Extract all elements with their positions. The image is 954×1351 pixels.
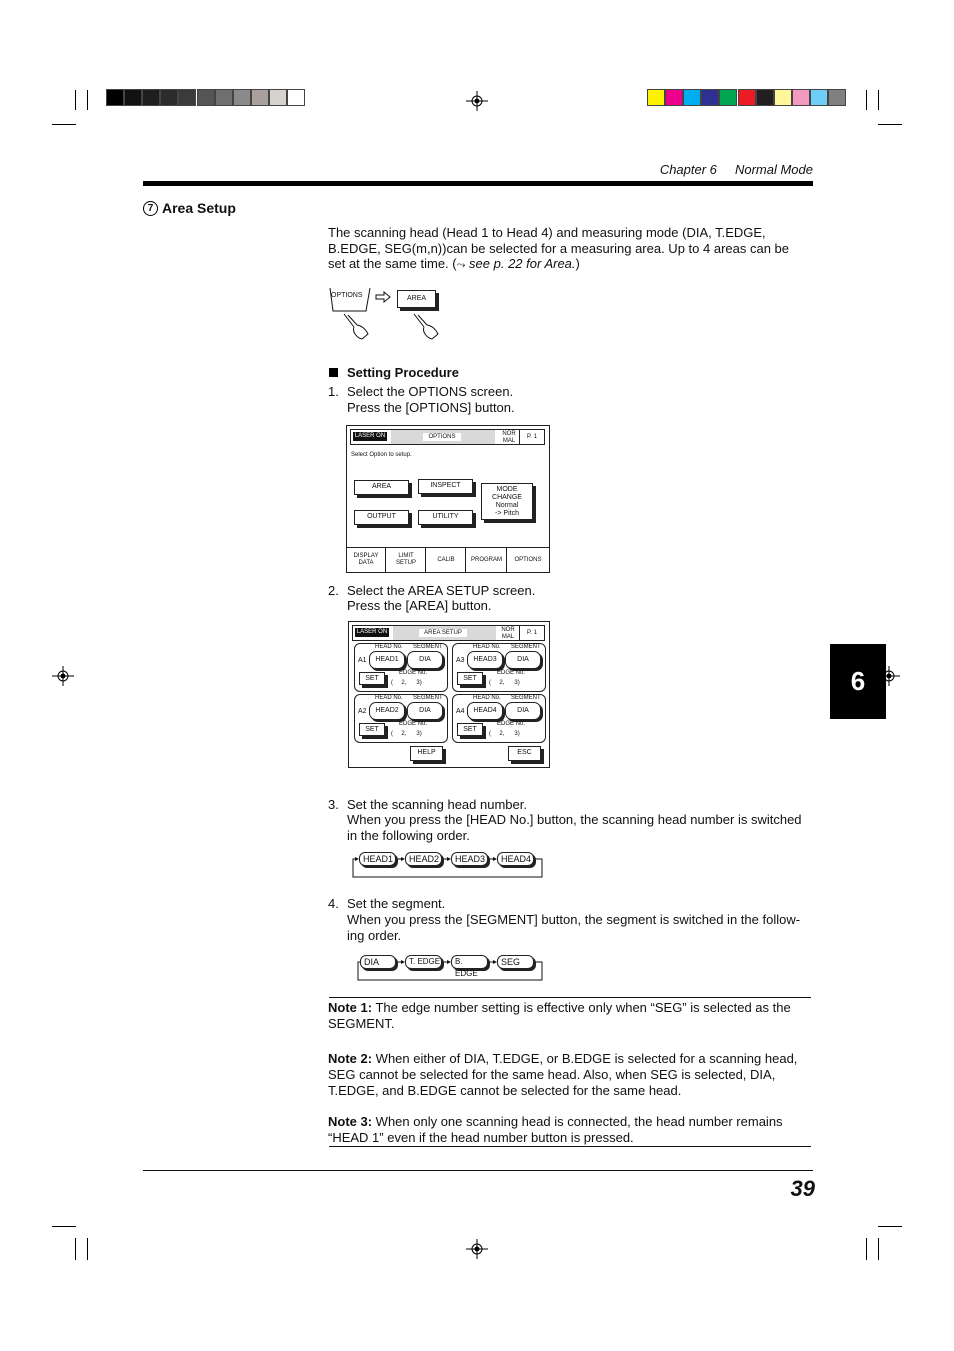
- chain-item-dia: DIA: [360, 955, 396, 969]
- procedure-heading: Setting Procedure: [329, 365, 459, 380]
- step-text: Press the [AREA] button.: [347, 598, 492, 613]
- normal-mode-label: NOR MAL: [501, 627, 515, 640]
- color-swatch: [774, 89, 792, 106]
- chapter-label: Chapter 6: [659, 162, 717, 177]
- area-id-label: A1: [358, 657, 367, 664]
- step-text: When you press the [SEGMENT] button, the segment is switched in the follow-: [347, 912, 801, 927]
- notes-bottom-rule: [329, 1146, 811, 1147]
- step-text: Press the [OPTIONS] button.: [347, 400, 515, 415]
- set-button[interactable]: SET: [457, 672, 483, 685]
- set-button[interactable]: SET: [359, 672, 385, 685]
- utility-button[interactable]: UTILITY: [418, 510, 473, 525]
- color-swatch: [197, 89, 215, 106]
- area-panel-a4: HEAD No. SEGMENT A4 HEAD4 DIA EDGE No. SET ( 2, 3): [452, 694, 546, 743]
- color-swatch: [233, 89, 251, 106]
- step-number: 2.: [328, 583, 339, 598]
- mode-label: Normal Mode: [734, 162, 813, 177]
- step-number: 1.: [328, 384, 339, 399]
- color-swatch: [810, 89, 828, 106]
- area-key-illustration: AREA: [397, 290, 436, 308]
- step-text: Set the segment.: [347, 896, 446, 911]
- head-no-button[interactable]: HEAD1: [369, 651, 405, 669]
- crosshair-icon: [466, 1239, 488, 1259]
- color-swatch: [683, 89, 701, 106]
- laser-on-indicator: LASER ON: [354, 433, 386, 439]
- section-title-text: Area Setup: [162, 200, 236, 216]
- color-swatch: [738, 89, 756, 106]
- esc-button[interactable]: ESC: [508, 746, 541, 761]
- color-swatch: [287, 89, 305, 106]
- step-text: Set the scanning head number.: [347, 797, 527, 812]
- chain-item-head4: HEAD4: [497, 852, 534, 866]
- footer-rule: [143, 1170, 813, 1171]
- tab-calib[interactable]: CALIB: [427, 548, 466, 572]
- step-text: in the following order.: [347, 828, 470, 843]
- note-1: Note 1: The edge number setting is effective only when “SEG” is selected as the SEGMENT.: [328, 1000, 791, 1031]
- segment-button[interactable]: DIA: [407, 651, 443, 669]
- area-id-label: A4: [456, 708, 465, 715]
- chain-item-seg: SEG: [497, 955, 534, 969]
- pointing-hand-icon: [340, 312, 370, 342]
- help-button[interactable]: HELP: [410, 746, 443, 761]
- color-swatch: [251, 89, 269, 106]
- segment-button[interactable]: DIA: [505, 651, 541, 669]
- area-title-bar: [352, 625, 545, 641]
- prompt-text: Select Option to setup.: [351, 452, 412, 458]
- chain-item-head3: HEAD3: [451, 852, 488, 866]
- screen-title: OPTIONS: [423, 433, 461, 441]
- color-swatch: [719, 89, 737, 106]
- color-swatch: [124, 89, 142, 106]
- step-number: 4.: [328, 896, 339, 911]
- color-swatch: [792, 89, 810, 106]
- area-panel-a2: HEAD No. SEGMENT A2 HEAD2 DIA EDGE No. SET ( 2, 3): [354, 694, 448, 743]
- step-text: ing order.: [347, 928, 402, 943]
- color-swatch: [106, 89, 124, 106]
- note-3: Note 3: When only one scanning head is connected, the head number remains “HEAD 1” even if the head number button is pressed.: [328, 1114, 783, 1145]
- options-title-bar: [350, 429, 545, 445]
- color-swatch: [142, 89, 160, 106]
- color-swatch: [647, 89, 665, 106]
- page-number: 39: [790, 1176, 815, 1201]
- color-swatch: [215, 89, 233, 106]
- segment-button[interactable]: DIA: [505, 702, 541, 720]
- head-no-button[interactable]: HEAD3: [467, 651, 503, 669]
- head-no-button[interactable]: HEAD4: [467, 702, 503, 720]
- tab-options[interactable]: OPTIONS: [514, 556, 542, 563]
- step-text: When you press the [HEAD No.] button, the scanning head number is switched: [347, 812, 802, 827]
- chain-item-b-edge: B. EDGE: [451, 955, 488, 969]
- area-button[interactable]: AREA: [354, 480, 409, 495]
- header-rule: [143, 181, 813, 186]
- page-reference-link[interactable]: see p. 22 for Area.: [469, 256, 576, 271]
- page-indicator: P. 1: [527, 434, 537, 440]
- area-panel-a3: HEAD No. SEGMENT A3 HEAD3 DIA EDGE No. SET ( 2, 3): [452, 643, 546, 692]
- area-id-label: A2: [358, 708, 367, 715]
- mode-change-button[interactable]: MODE CHANGE Normal -> Pitch: [481, 483, 533, 520]
- color-swatch: [269, 89, 287, 106]
- output-button[interactable]: OUTPUT: [354, 510, 409, 525]
- step-number: 3.: [328, 797, 339, 812]
- tab-limit-setup[interactable]: LIMIT SETUP: [387, 548, 426, 572]
- reference-arrow-icon: ⤳: [456, 259, 466, 271]
- inspect-button[interactable]: INSPECT: [418, 479, 473, 494]
- color-swatch: [665, 89, 683, 106]
- screen-title: AREA SETUP: [419, 629, 467, 637]
- chain-item-head1: HEAD1: [359, 852, 396, 866]
- pointing-hand-icon: [410, 312, 440, 342]
- head-order-diagram: [352, 851, 543, 878]
- section-title: [143, 200, 236, 216]
- page-indicator: P. 1: [527, 630, 537, 636]
- options-screen: [346, 425, 550, 573]
- area-setup-screen: [348, 621, 550, 768]
- options-key-illustration: [329, 287, 371, 312]
- arrow-right-icon: [375, 291, 391, 303]
- normal-mode-label: NOR MAL: [502, 431, 516, 444]
- area-id-label: A3: [456, 657, 465, 664]
- area-panel-a1: HEAD No. SEGMENT A1 HEAD1 DIA EDGE No. SET ( 2, 3): [354, 643, 448, 692]
- crosshair-icon: [466, 91, 488, 111]
- screen-title-field: [393, 626, 496, 640]
- notes-top-rule: [329, 997, 811, 998]
- set-button[interactable]: SET: [359, 723, 385, 736]
- color-swatch: [828, 89, 846, 106]
- section-number-badge: 7: [143, 201, 158, 216]
- chapter-side-tab: 6: [830, 644, 886, 719]
- color-swatch: [160, 89, 178, 106]
- options-tab-bar: [347, 547, 549, 573]
- chapter-header: [600, 162, 813, 177]
- step-text: Select the OPTIONS screen.: [347, 384, 514, 399]
- square-bullet-icon: [329, 368, 338, 377]
- segment-button[interactable]: DIA: [407, 702, 443, 720]
- options-key-label: OPTIONS: [331, 292, 363, 299]
- note-2: Note 2: When either of DIA, T.EDGE, or B.EDGE is selected for a scanning head, SEG cannot be selected for the same head. Also, when SEG is selected, DIA, T.EDGE, and B.EDGE cannot be selected for the same head.: [328, 1051, 798, 1098]
- chain-item-head2: HEAD2: [405, 852, 442, 866]
- chain-item-t-edge: T. EDGE: [405, 955, 442, 969]
- crosshair-icon: [52, 666, 74, 686]
- head-no-button[interactable]: HEAD2: [369, 702, 405, 720]
- step-text: Select the AREA SETUP screen.: [347, 583, 536, 598]
- segment-order-diagram: [352, 954, 543, 981]
- laser-on-indicator: LASER ON: [356, 629, 388, 635]
- intro-line: The scanning head (Head 1 to Head 4) and measuring mode (DIA, T.EDGE,: [328, 225, 766, 240]
- intro-line: B.EDGE, SEG(m,n))can be selected for a measuring area. Up to 4 areas can be: [328, 241, 789, 256]
- tab-program[interactable]: PROGRAM: [467, 548, 507, 572]
- color-swatch: [178, 89, 196, 106]
- set-button[interactable]: SET: [457, 723, 483, 736]
- screen-title-field: [391, 430, 495, 444]
- color-swatch: [701, 89, 719, 106]
- intro-line: set at the same time. (⤳ see p. 22 for Area.): [328, 256, 580, 271]
- tab-display-data[interactable]: DISPLAY DATA: [347, 548, 386, 572]
- color-swatch: [756, 89, 774, 106]
